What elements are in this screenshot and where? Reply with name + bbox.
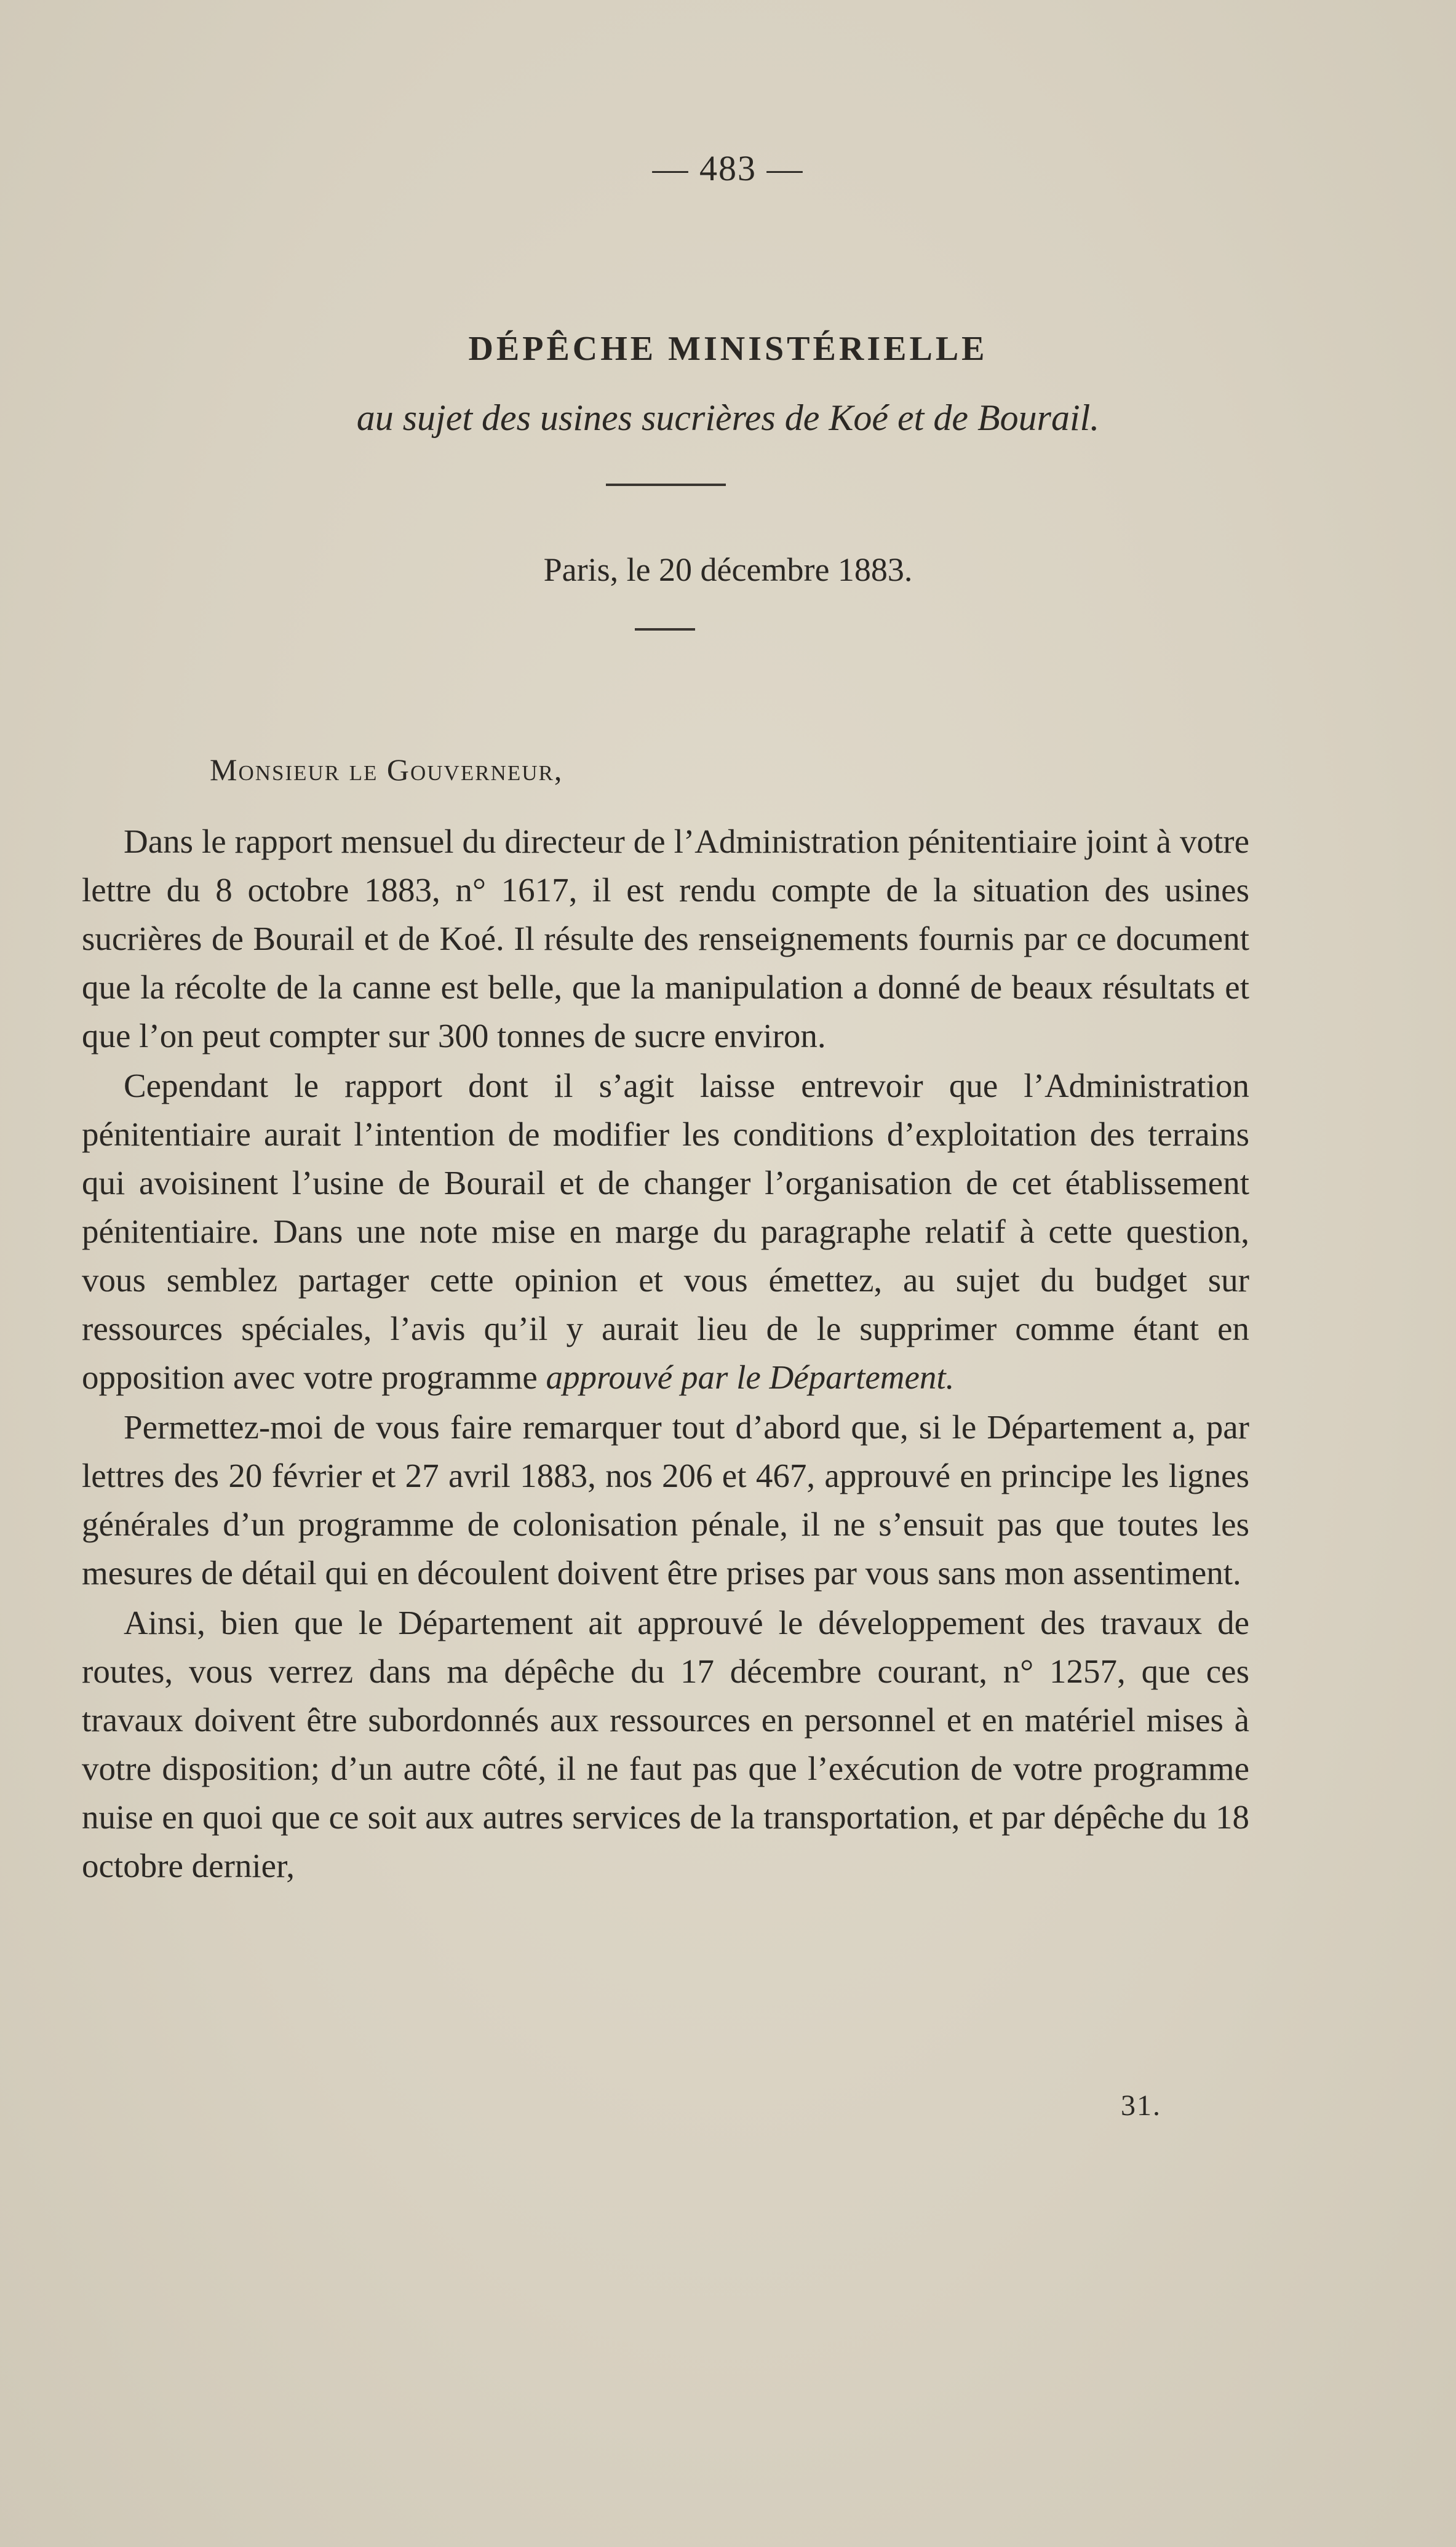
- paragraph-3: [82, 1403, 1249, 1597]
- paragraph-1-text: Dans le rapport mensuel du directeur de l’Administration pénitentiaire joint à votre lettre du 8 octobre 1883, n° 1617, il est rendu compte de la situation des usines sucrières de Bourail et de Koé. Il résulte des renseignements fournis par ce document que la récolte de la canne est belle, que la manipulation a donné de beaux résultats et que l’on peut compter sur 300 tonnes de sucre environ.: [82, 823, 1249, 1054]
- document-subtitle: au sujet des usines sucrières de Koé et de Bourail.: [356, 397, 1100, 438]
- paragraph-2: [82, 1061, 1249, 1401]
- paragraph-2-italic: approuvé par le Département.: [546, 1358, 955, 1396]
- dateline-divider: [635, 628, 695, 631]
- paragraph-1: [82, 817, 1249, 1060]
- paragraph-4: [82, 1598, 1249, 1890]
- salutation: Monsieur le Gouverneur,: [210, 752, 563, 787]
- letter-body: [82, 817, 1249, 1890]
- title-divider: [606, 484, 726, 486]
- dateline: Paris, le 20 décembre 1883.: [543, 551, 913, 588]
- signature-folio: 31.: [1121, 2089, 1161, 2122]
- paragraph-2-text: Cependant le rapport dont il s’agit laisse entrevoir que l’Administration pénitentiaire aurait l’intention de modifier les conditions d’exploitation des terrains qui avoisinent l’usine de Bourail et de changer l’organisation de cet établissement pénitentiaire. Dans une note mise en marge du paragraphe relatif à cette question, vous semblez partager cette opinion et vous émettez, au sujet du budget sur ressources spéciales, l’avis qu’il y aurait lieu de le supprimer comme étant en opposition avec votre programme: [82, 1067, 1249, 1396]
- document-title: DÉPÊCHE MINISTÉRIELLE: [468, 330, 988, 368]
- paragraph-3-text: Permettez-moi de vous faire remarquer tout d’abord que, si le Département a, par lettres des 20 février et 27 avril 1883, nos 206 et 467, approuvé en principe les lignes générales d’un programme de colonisation pénale, il ne s’ensuit pas que toutes les mesures de détail qui en découlent doivent être prises par vous sans mon assentiment.: [82, 1408, 1249, 1592]
- page-number: — 483 —: [652, 148, 804, 188]
- paragraph-4-text: Ainsi, bien que le Département ait approuvé le développement des travaux de routes, vous verrez dans ma dépêche du 17 décembre courant, n° 1257, que ces travaux doivent être subordonnés aux ressources en personnel et en matériel mises à votre disposition; d’un autre côté, il ne faut pas que l’exécution de votre programme nuise en quoi que ce soit aux autres services de la transportation, et par dépêche du 18 octobre dernier,: [82, 1604, 1249, 1884]
